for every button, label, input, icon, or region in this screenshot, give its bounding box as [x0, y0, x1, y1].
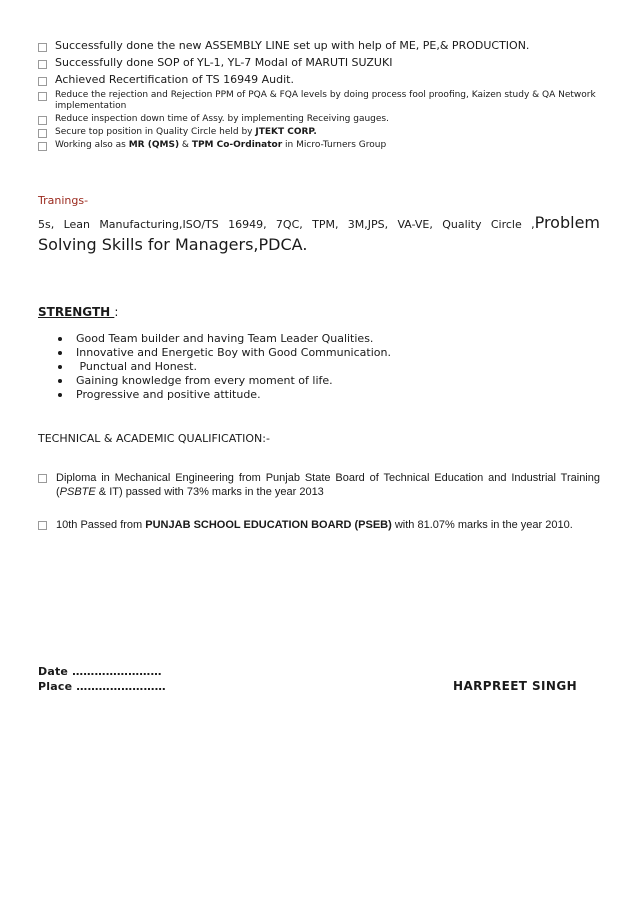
board-abbreviation: PSBTE — [59, 486, 96, 498]
strength-text: Good Team builder and having Team Leader Qualities. — [76, 332, 374, 345]
achievement-text: Achieved Recertification of TS 16949 Audit. — [55, 73, 294, 86]
list-item — [58, 346, 391, 360]
role-name: MR (QMS) — [128, 140, 180, 150]
list-item — [38, 72, 603, 88]
date-line: Date …………………… — [38, 665, 162, 678]
achievements-list — [38, 38, 603, 151]
list-item — [58, 332, 391, 346]
strength-colon: : — [114, 305, 119, 319]
strength-text: Innovative and Energetic Boy with Good Communication. — [76, 346, 391, 359]
strength-text: Punctual and Honest. — [76, 360, 197, 373]
trainings-text — [38, 213, 600, 257]
achievement-text-part: in Micro-Turners Group — [282, 140, 387, 150]
qualification-item-diploma — [38, 471, 600, 499]
list-item — [58, 374, 391, 388]
bullet-dot-icon — [58, 365, 62, 369]
strength-text: Gaining knowledge from every moment of life. — [76, 374, 333, 387]
qualification-text-part: 10th Passed from — [56, 519, 146, 531]
checkbox-bullet-icon — [38, 474, 47, 483]
checkbox-bullet-icon — [38, 92, 47, 101]
checkbox-bullet-icon — [38, 60, 47, 69]
trainings-heading: Tranings- — [38, 194, 89, 207]
trainings-list-large: Problem Solving Skills for Managers,PDCA. — [38, 213, 600, 254]
list-item — [58, 388, 391, 402]
qualification-text-part: & IT) passed with 73% marks in the year 2013 — [95, 486, 324, 498]
achievement-text: Reduce inspection down time of Assy. by implementing Receiving gauges. — [55, 114, 389, 124]
place-line: Place …………………… — [38, 680, 166, 693]
strength-title: STRENGTH — [38, 305, 115, 319]
bullet-dot-icon — [58, 351, 62, 355]
qualification-text — [56, 518, 573, 532]
achievement-text-part: Working also as — [55, 140, 129, 150]
checkbox-bullet-icon — [38, 116, 47, 125]
qualification-text-part: with 81.07% marks in the year 2010. — [391, 519, 573, 531]
achievement-text-part: Secure top position in Quality Circle held by — [55, 127, 256, 137]
achievement-text: Successfully done the new ASSEMBLY LINE set up with help of ME, PE,& PRODUCTION. — [55, 39, 530, 52]
qualification-item-10th — [38, 518, 600, 532]
strength-heading — [38, 305, 118, 319]
list-item — [38, 38, 603, 54]
trainings-list: 5s, Lean Manufacturing,ISO/TS 16949, 7QC, TPM, 3M,JPS, VA-VE, Quality Circle , — [38, 218, 535, 231]
qualification-text — [56, 471, 600, 499]
checkbox-bullet-icon — [38, 43, 47, 52]
achievement-text — [55, 140, 386, 151]
list-item — [38, 114, 603, 125]
list-item — [38, 140, 603, 151]
role-name: TPM Co-Ordinator — [191, 140, 283, 150]
checkbox-bullet-icon — [38, 77, 47, 86]
board-name: PUNJAB SCHOOL EDUCATION BOARD (PSEB) — [145, 519, 392, 531]
bullet-dot-icon — [58, 393, 62, 397]
qualification-text-part: Diploma in Mechanical Engineering from Punjab State Board of Technical Education and Industrial Training ( — [56, 472, 600, 498]
strength-text: Progressive and positive attitude. — [76, 388, 261, 401]
achievement-text: Successfully done SOP of YL-1, YL-7 Modal of MARUTI SUZUKI — [55, 56, 393, 69]
list-item — [38, 127, 603, 138]
qualification-heading: TECHNICAL & ACADEMIC QUALIFICATION:- — [38, 432, 270, 445]
checkbox-bullet-icon — [38, 521, 47, 530]
checkbox-bullet-icon — [38, 142, 47, 151]
company-name: JTEKT CORP. — [255, 127, 317, 137]
achievement-text: Reduce the rejection and Rejection PPM of PQA & FQA levels by doing process fool proofing, Kaizen study & QA Network implementation — [55, 90, 596, 111]
bullet-dot-icon — [58, 379, 62, 383]
achievement-text-part: & — [179, 140, 192, 150]
achievement-text — [55, 127, 317, 138]
list-item — [58, 360, 391, 374]
checkbox-bullet-icon — [38, 129, 47, 138]
strength-list — [58, 332, 391, 402]
list-item — [38, 55, 603, 71]
bullet-dot-icon — [58, 337, 62, 341]
signature-name: HARPREET SINGH — [453, 679, 578, 693]
list-item — [38, 90, 603, 112]
